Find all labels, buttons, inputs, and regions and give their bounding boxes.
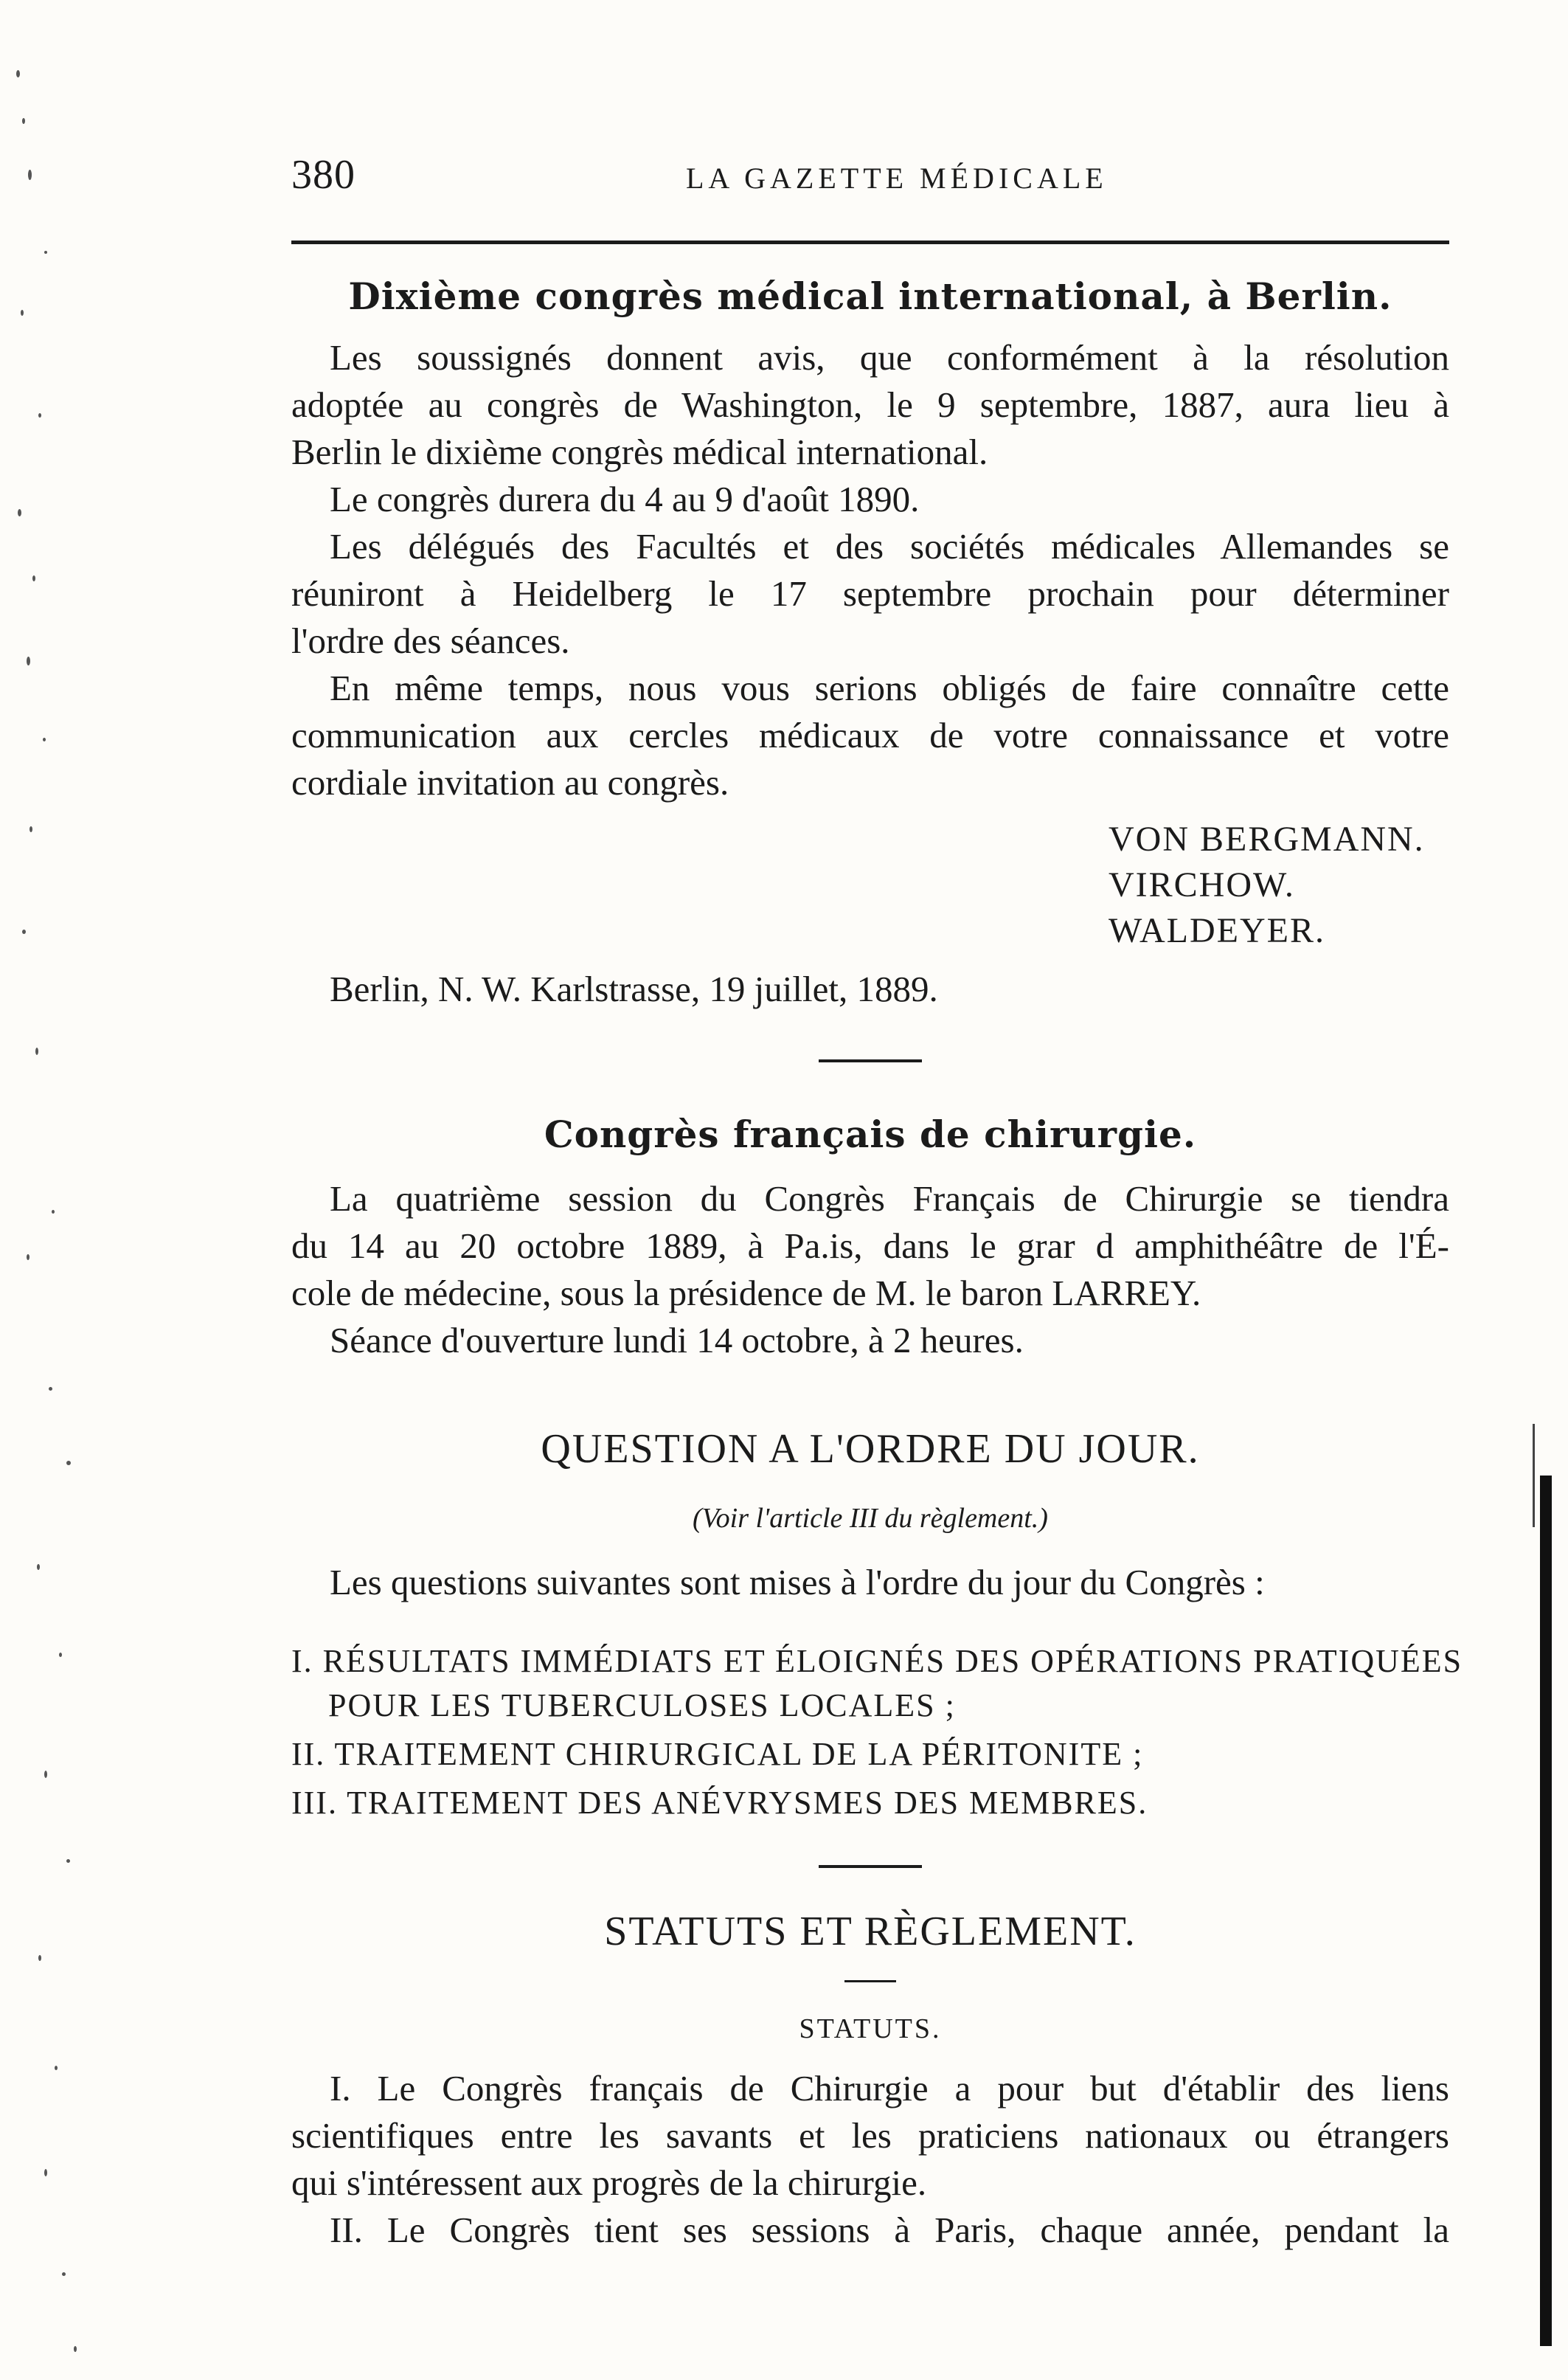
paragraph-line: communication aux cercles médicaux de votre connaissance et votre <box>291 715 1449 755</box>
question-item: I. RÉSULTATS IMMÉDIATS ET ÉLOIGNÉS DES OPÉRATIONS PRATIQUÉES <box>291 1643 1463 1679</box>
paragraph-line: En même temps, nous vous serions obligés de faire connaître cette <box>330 668 1449 708</box>
section-divider <box>819 1865 922 1868</box>
question-item-continuation: POUR LES TUBERCULOSES LOCALES ; <box>328 1687 956 1723</box>
paragraph-line: I. Le Congrès français de Chirurgie a pour but d'établir des liens <box>330 2068 1449 2109</box>
paragraph-line: cordiale invitation au congrès. <box>291 762 729 803</box>
page-number: 380 <box>291 152 355 198</box>
dateline: Berlin, N. W. Karlstrasse, 19 juillet, 1889. <box>330 969 938 1009</box>
section-divider <box>819 1059 922 1062</box>
paragraph-line: du 14 au 20 octobre 1889, à Pa.is, dans le grar d amphithéâtre de l'É- <box>291 1225 1449 1266</box>
paragraph-line: cole de médecine, sous la présidence de M. le baron LARREY. <box>291 1273 1201 1313</box>
question-heading: QUESTION A L'ORDRE DU JOUR. <box>541 1426 1200 1472</box>
question-item: III. TRAITEMENT DES ANÉVRYSMES DES MEMBRES. <box>291 1785 1148 1821</box>
questions-intro: Les questions suivantes sont mises à l'ordre du jour du Congrès : <box>330 1562 1265 1602</box>
paragraph-line: Les délégués des Facultés et des sociétés médicales Allemandes se <box>330 526 1449 567</box>
question-note: (Voir l'article III du règlement.) <box>693 1503 1048 1534</box>
paragraph-line: Le congrès durera du 4 au 9 d'août 1890. <box>330 479 920 519</box>
paragraph-line: réuniront à Heidelberg le 17 septembre prochain pour déterminer <box>291 573 1449 614</box>
running-title: LA GAZETTE MÉDICALE <box>686 162 1108 195</box>
statutes-subheading: STATUTS. <box>799 2013 942 2044</box>
statutes-heading: STATUTS ET RÈGLEMENT. <box>604 1909 1137 1954</box>
paragraph-line: l'ordre des séances. <box>291 620 570 661</box>
question-item: II. TRAITEMENT CHIRURGICAL DE LA PÉRITONITE ; <box>291 1736 1144 1772</box>
paragraph-line: Les soussignés donnent avis, que conformément à la résolution <box>330 337 1449 378</box>
paragraph-line: scientifiques entre les savants et les praticiens nationaux ou étrangers <box>291 2115 1449 2156</box>
signatory: VIRCHOW. <box>1109 865 1295 904</box>
paragraph-line: Berlin le dixième congrès médical international. <box>291 432 988 472</box>
paragraph-line: adoptée au congrès de Washington, le 9 septembre, 1887, aura lieu à <box>291 384 1449 425</box>
paragraph-line: II. Le Congrès tient ses sessions à Paris, chaque année, pendant la <box>330 2210 1449 2250</box>
paragraph-line: La quatrième session du Congrès Français de Chirurgie se tiendra <box>330 1178 1449 1219</box>
scan-edge-line <box>1533 1424 1535 1527</box>
small-divider <box>844 1980 896 1982</box>
signatory: VON BERGMANN. <box>1109 820 1425 859</box>
header-rule <box>291 241 1449 244</box>
section-title-berlin-congress: Dixième congrès médical international, à Berlin. <box>348 274 1392 318</box>
section-title-french-surgery-congress: Congrès français de chirurgie. <box>544 1113 1197 1156</box>
signatory: WALDEYER. <box>1109 911 1325 950</box>
scan-edge-bar <box>1540 1476 1552 2346</box>
paragraph-line: qui s'intéressent aux progrès de la chirurgie. <box>291 2162 927 2203</box>
paragraph-line: Séance d'ouverture lundi 14 octobre, à 2 heures. <box>330 1320 1024 1360</box>
